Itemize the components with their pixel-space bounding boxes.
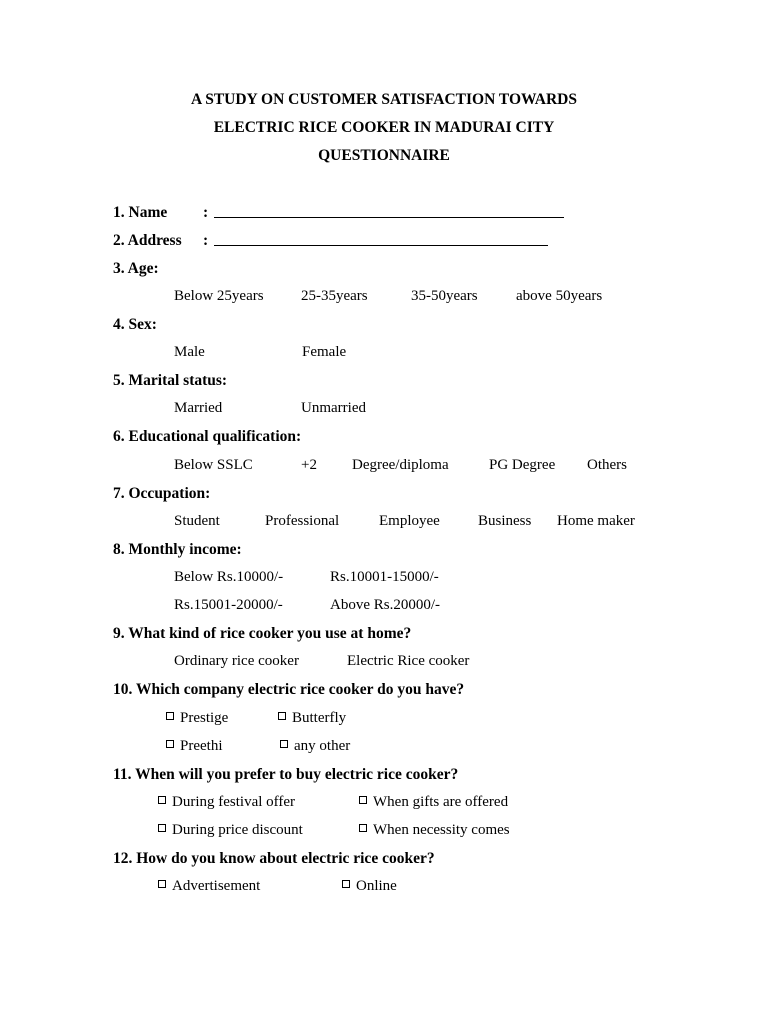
- income-option[interactable]: Below Rs.10000/-: [174, 569, 284, 585]
- awareness-option-label: Online: [356, 878, 397, 894]
- company-option[interactable]: [166, 738, 223, 755]
- education-option[interactable]: Below SSLC: [174, 457, 253, 473]
- company-option-label: any other: [294, 738, 351, 754]
- age-option[interactable]: 35-50years: [411, 288, 478, 304]
- address-colon: :: [203, 232, 209, 249]
- company-option-label: Prestige: [180, 710, 229, 726]
- company-option-label: Preethi: [180, 738, 223, 754]
- company-option-label: Butterfly: [292, 710, 347, 726]
- question-education-label: 6. Educational qualification:: [113, 428, 302, 445]
- question-name-label: 1. Name: [113, 204, 168, 221]
- title-line-1: A STUDY ON CUSTOMER SATISFACTION TOWARDS: [190, 91, 577, 108]
- question-company-label: 10. Which company electric rice cooker do you have?: [113, 681, 465, 698]
- buy-time-option[interactable]: [158, 822, 303, 839]
- name-colon: :: [203, 204, 209, 221]
- name-answer-line[interactable]: [214, 217, 564, 218]
- education-option[interactable]: Others: [587, 457, 627, 473]
- education-option[interactable]: Degree/diploma: [352, 457, 449, 473]
- company-option[interactable]: [166, 710, 228, 727]
- checkbox-icon[interactable]: [158, 880, 166, 888]
- buy-time-option[interactable]: [359, 794, 508, 811]
- occupation-option[interactable]: Employee: [379, 513, 440, 529]
- question-age-label: 3. Age:: [113, 260, 159, 277]
- income-option[interactable]: Above Rs.20000/-: [330, 597, 440, 613]
- question-occupation-label: 7. Occupation:: [113, 485, 211, 502]
- title-line-2: ELECTRIC RICE COOKER IN MADURAI CITY: [213, 119, 555, 136]
- question-marital-label: 5. Marital status:: [113, 372, 228, 389]
- age-option[interactable]: above 50years: [516, 288, 603, 304]
- checkbox-icon[interactable]: [166, 712, 174, 720]
- address-answer-line[interactable]: [214, 245, 548, 246]
- checkbox-icon[interactable]: [359, 824, 367, 832]
- occupation-option[interactable]: Student: [174, 513, 220, 529]
- awareness-option-label: Advertisement: [172, 878, 261, 894]
- marital-option[interactable]: Unmarried: [301, 400, 366, 416]
- cooker-kind-option[interactable]: Electric Rice cooker: [347, 653, 470, 669]
- buy-time-option[interactable]: [158, 794, 295, 811]
- awareness-option[interactable]: [342, 878, 397, 895]
- question-awareness-label: 12. How do you know about electric rice cooker?: [113, 850, 435, 867]
- checkbox-icon[interactable]: [280, 740, 288, 748]
- question-sex-label: 4. Sex:: [113, 316, 157, 333]
- buy-time-option[interactable]: [359, 822, 510, 839]
- title-line-3: QUESTIONNAIRE: [318, 147, 450, 164]
- question-cooker-kind-label: 9. What kind of rice cooker you use at home?: [113, 625, 412, 642]
- checkbox-icon[interactable]: [359, 796, 367, 804]
- occupation-option[interactable]: Business: [478, 513, 532, 529]
- question-buy-time-label: 11. When will you prefer to buy electric rice cooker?: [113, 766, 459, 783]
- checkbox-icon[interactable]: [158, 824, 166, 832]
- education-option[interactable]: PG Degree: [489, 457, 556, 473]
- question-income-label: 8. Monthly income:: [113, 541, 242, 558]
- checkbox-icon[interactable]: [342, 880, 350, 888]
- education-option[interactable]: +2: [301, 457, 317, 473]
- buy-time-option-label: When necessity comes: [373, 822, 510, 838]
- checkbox-icon[interactable]: [158, 796, 166, 804]
- checkbox-icon[interactable]: [278, 712, 286, 720]
- age-option[interactable]: 25-35years: [301, 288, 368, 304]
- question-address-label: 2. Address: [113, 232, 182, 249]
- buy-time-option-label: During price discount: [172, 822, 303, 838]
- occupation-option[interactable]: Professional: [265, 513, 340, 529]
- company-option[interactable]: [280, 738, 350, 755]
- occupation-option[interactable]: Home maker: [557, 513, 635, 529]
- sex-option[interactable]: Female: [302, 344, 347, 360]
- income-option[interactable]: Rs.10001-15000/-: [330, 569, 439, 585]
- company-option[interactable]: [278, 710, 346, 727]
- awareness-option[interactable]: [158, 878, 260, 895]
- sex-option[interactable]: Male: [174, 344, 205, 360]
- checkbox-icon[interactable]: [166, 740, 174, 748]
- buy-time-option-label: When gifts are offered: [373, 794, 509, 810]
- marital-option[interactable]: Married: [174, 400, 223, 416]
- cooker-kind-option[interactable]: Ordinary rice cooker: [174, 653, 299, 669]
- income-option[interactable]: Rs.15001-20000/-: [174, 597, 283, 613]
- buy-time-option-label: During festival offer: [172, 794, 296, 810]
- age-option[interactable]: Below 25years: [174, 288, 264, 304]
